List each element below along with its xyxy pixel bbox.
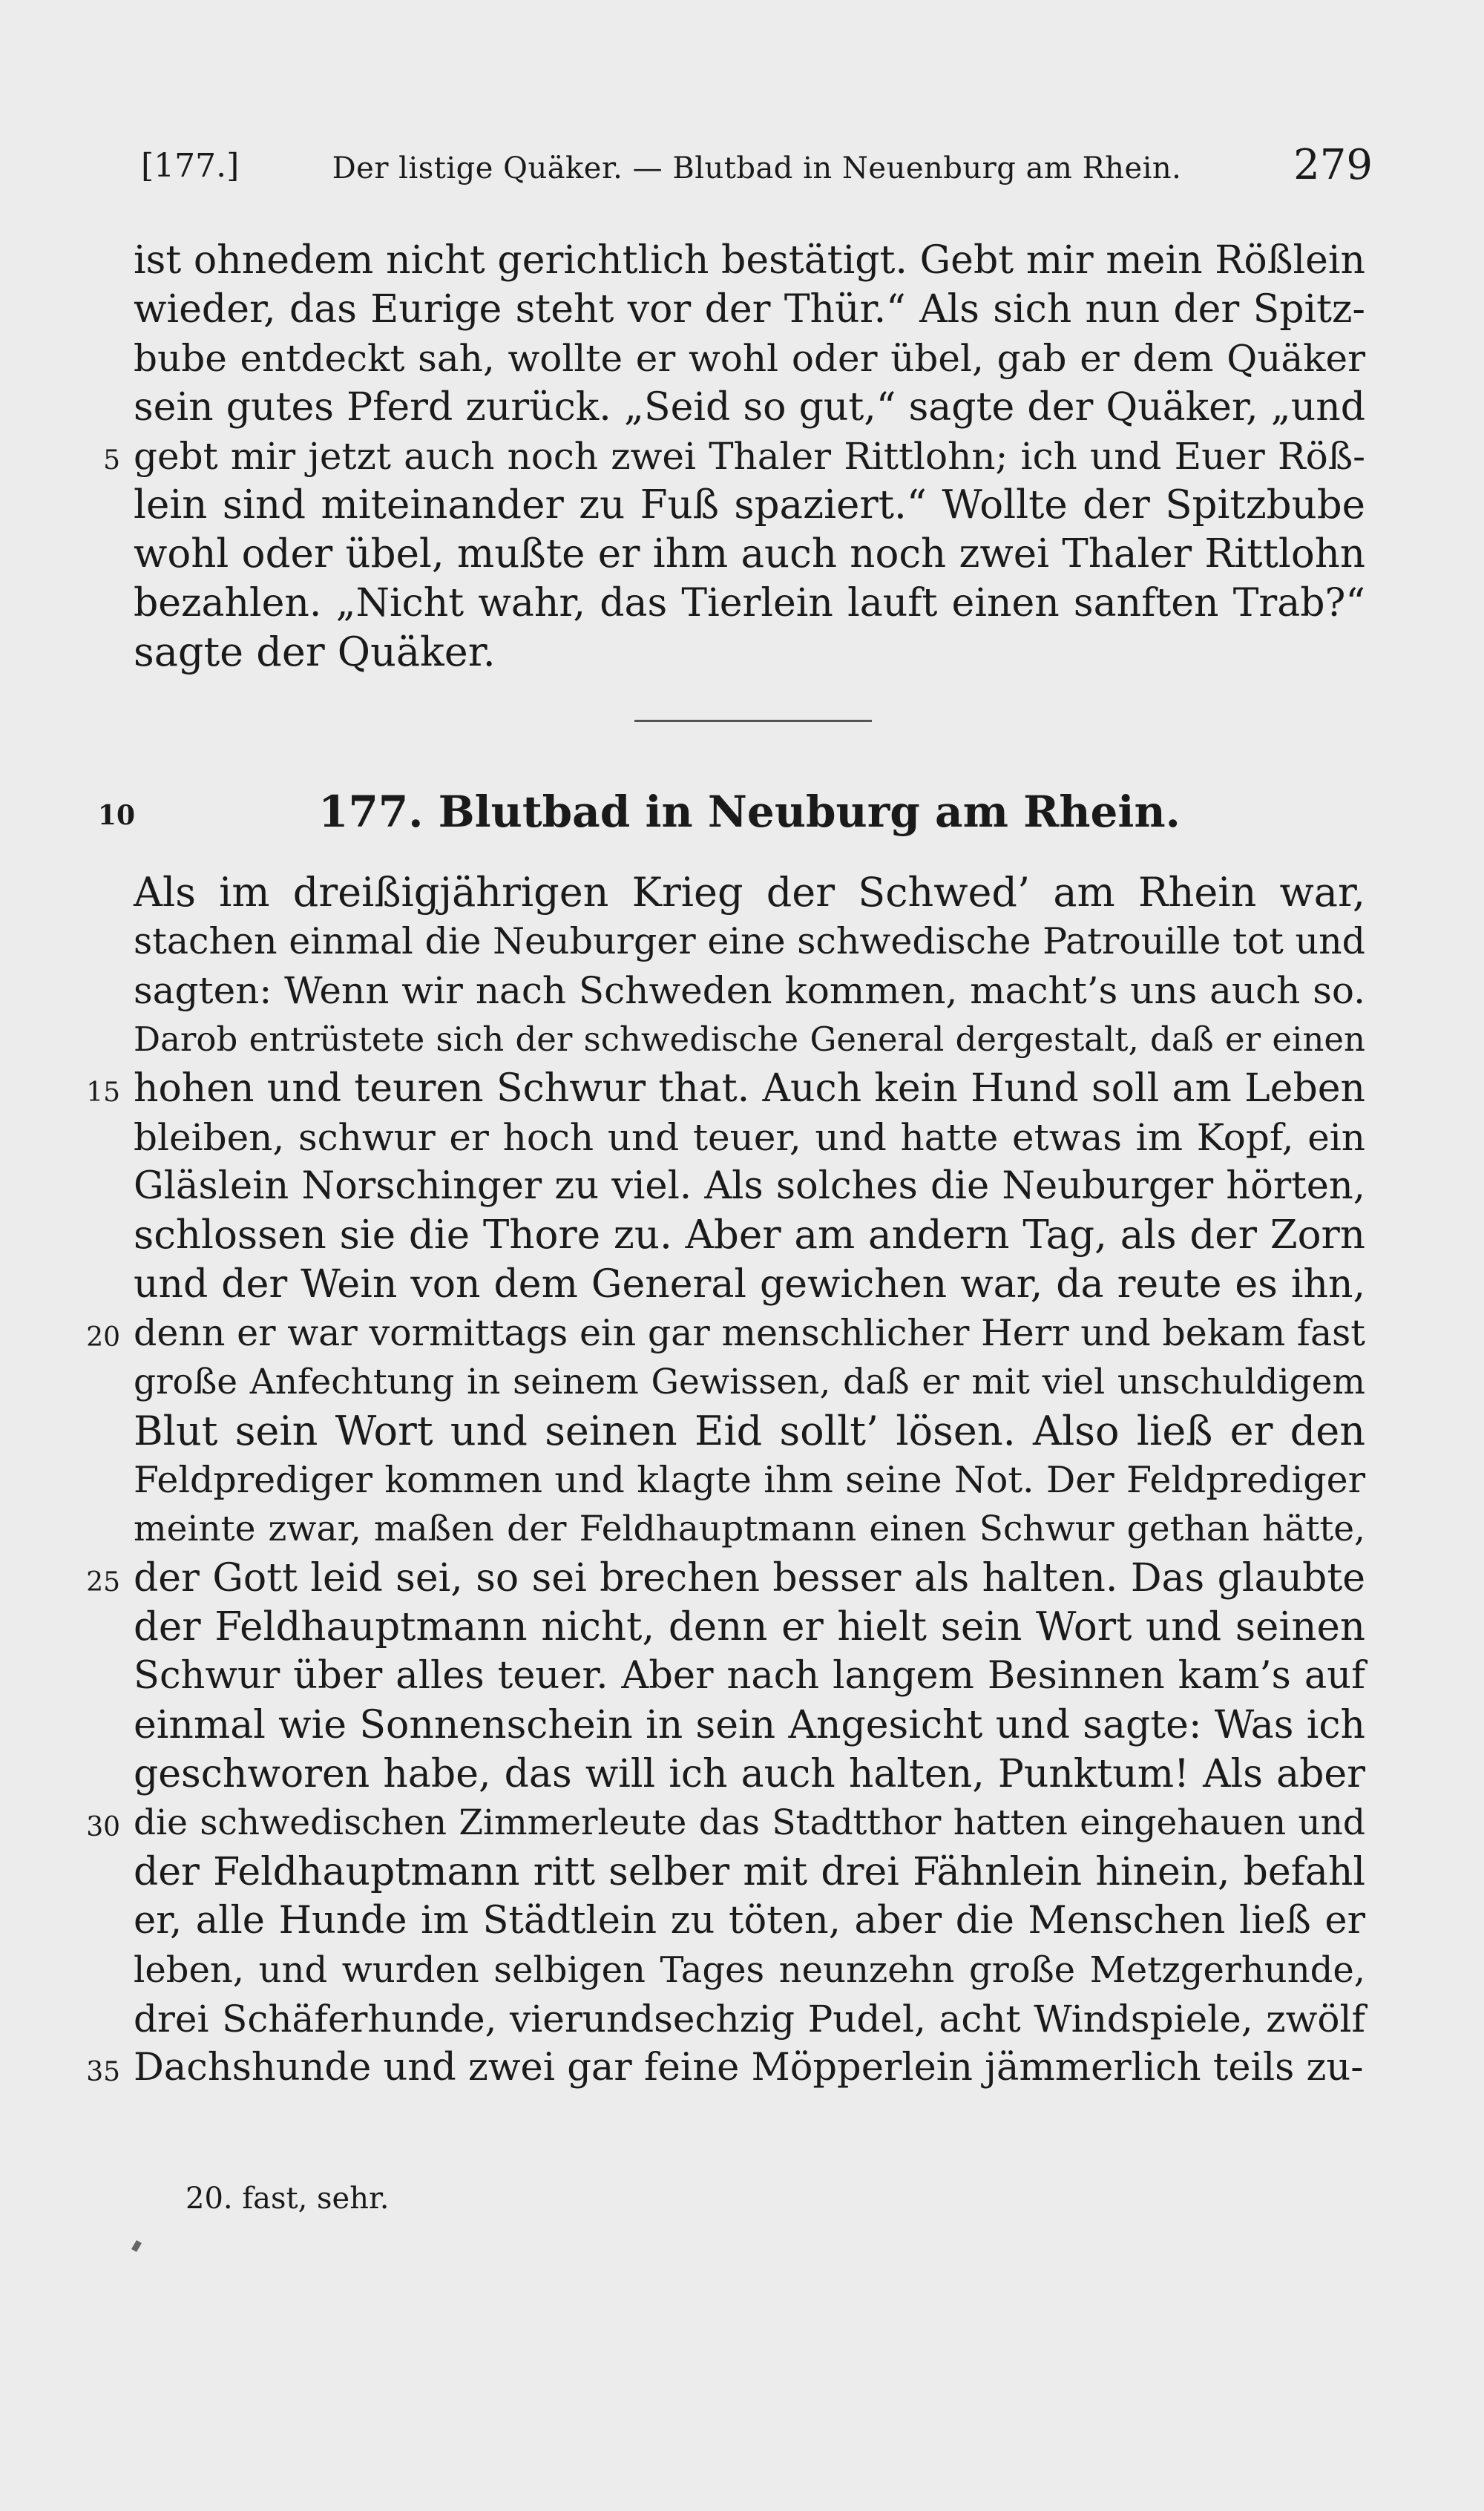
text-line	[134, 1848, 1365, 1897]
text-line	[134, 334, 1365, 383]
line-text: der Feldhauptmann nicht, denn er hielt sein Wort und seinen	[134, 1604, 1365, 1650]
line-text: bezahlen. „Nicht wahr, das Tierlein lauft einen sanften Trab?“	[134, 581, 1365, 626]
line-text: er, alle Hunde im Städtlein zu töten, aber die Menschen ließ er	[134, 1899, 1365, 1943]
line-text: meinte zwar, maßen der Feldhauptmann einen Schwur gethan hätte,	[134, 1509, 1365, 1549]
line-text: der Feldhauptmann ritt selber mit drei Fähnlein hinein, befahl	[134, 1850, 1365, 1894]
line-text: schlossen sie die Thore zu. Aber am andern Tag, als der Zorn	[134, 1212, 1365, 1258]
text-line	[134, 1358, 1365, 1407]
text-line	[134, 1995, 1365, 2044]
text-line	[134, 481, 1365, 530]
footnote: 20. fast, sehr.	[186, 2182, 390, 2216]
line-text: sagte der Quäker.	[134, 628, 496, 675]
line-text: hohen und teuren Schwur that. Auch kein Hund soll am Leben	[134, 1066, 1365, 1111]
text-line	[134, 1162, 1365, 1211]
text-line	[134, 628, 1365, 677]
text-line	[134, 1456, 1365, 1505]
ink-speck	[131, 2240, 142, 2252]
text-line	[86, 1309, 1365, 1358]
text-line	[134, 917, 1365, 966]
text-line	[134, 530, 1365, 579]
line-number: 15	[86, 1077, 120, 1108]
line-text: bleiben, schwur er hoch und teuer, und hatte etwas im Kopf, ein	[134, 1116, 1365, 1159]
line-text: Feldprediger kommen und klagte ihm seine Not. Der Feldprediger	[134, 1459, 1365, 1501]
line-text: einmal wie Sonnenschein in sein Angesicht und sagte: Was ich	[134, 1703, 1365, 1747]
text-line	[134, 383, 1365, 432]
page-number: 279	[1293, 141, 1373, 189]
line-text: Schwur über alles teuer. Aber nach langem Besinnen kam’s auf	[134, 1654, 1365, 1698]
text-line	[134, 1750, 1365, 1799]
section-number: [177.]	[141, 147, 240, 185]
running-header	[141, 141, 1373, 193]
text-line	[134, 1113, 1365, 1162]
line-text: große Anfechtung in seinem Gewissen, daß er mit viel unschuldigem	[134, 1362, 1365, 1402]
text-line	[134, 1897, 1365, 1946]
paragraph-quaker-ending	[103, 236, 1365, 677]
line-text: drei Schäferhunde, vierundsechzig Pudel, acht Windspiele, zwölf	[134, 1998, 1365, 2041]
line-text: Gläslein Norschinger zu viel. Als solches die Neuburger hörten,	[134, 1164, 1365, 1208]
line-text: denn er war vormittags ein gar menschlicher Herr und bekam fast	[134, 1312, 1365, 1354]
line-text: Darob entrüstete sich der schwedische General dergestalt, daß er einen	[134, 1020, 1365, 1059]
text-line	[86, 2044, 1365, 2092]
text-line	[134, 1701, 1365, 1750]
section-heading	[97, 787, 1365, 853]
text-line	[134, 1603, 1365, 1652]
paragraph-blutbad	[86, 868, 1365, 2092]
line-text: Dachshunde und zwei gar feine Möpperlein jämmerlich teils zu-	[134, 2046, 1364, 2090]
line-text: die schwedischen Zimmerleute das Stadtthor hatten eingehauen und	[134, 1802, 1365, 1843]
text-line	[134, 966, 1365, 1015]
section-divider	[634, 720, 872, 722]
text-line	[134, 1407, 1365, 1456]
line-text: gebt mir jetzt auch noch zwei Thaler Rittlohn; ich und Euer Röß-	[134, 435, 1365, 478]
line-text: Blut sein Wort und seinen Eid sollt’ lösen. Also ließ er den	[134, 1408, 1365, 1454]
text-line	[134, 1211, 1365, 1260]
line-number: 30	[86, 1812, 120, 1842]
line-text: Als im dreißigjährigen Krieg der Schwed’ am Rhein war,	[134, 869, 1365, 916]
line-text: stachen einmal die Neuburger eine schwedische Patrouille tot und	[134, 920, 1365, 962]
running-title: Der listige Quäker. — Blutbad in Neuenburg am Rhein.	[332, 151, 1182, 186]
text-line	[103, 432, 1365, 481]
line-text: lein sind miteinander zu Fuß spaziert.“ Wollte der Spitzbube	[134, 482, 1365, 528]
text-line	[86, 1554, 1365, 1603]
text-line	[134, 868, 1365, 917]
line-number: 10	[97, 800, 135, 831]
text-line	[86, 1064, 1365, 1113]
text-line	[134, 1505, 1365, 1554]
line-text: und der Wein von dem General gewichen war, da reute es ihn,	[134, 1262, 1365, 1307]
line-text: sagten: Wenn wir nach Schweden kommen, macht’s uns auch so.	[134, 969, 1365, 1012]
line-text: wieder, das Eurige steht vor der Thür.“ Als sich nun der Spitz-	[134, 287, 1365, 332]
line-text: wohl oder übel, mußte er ihm auch noch zwei Thaler Rittlohn	[134, 531, 1365, 577]
line-text: der Gott leid sei, so sei brechen besser als halten. Das glaubte	[134, 1556, 1365, 1601]
line-number: 20	[86, 1322, 120, 1353]
text-line	[134, 285, 1365, 334]
line-text: geschworen habe, das will ich auch halten, Punktum! Als aber	[134, 1752, 1365, 1796]
line-text: sein gutes Pferd zurück. „Seid so gut,“ sagte der Quäker, „und	[134, 385, 1365, 430]
text-line	[134, 1652, 1365, 1701]
line-text: leben, und wurden selbigen Tages neunzehn große Metzgerhunde,	[134, 1949, 1365, 1991]
text-line	[134, 1260, 1365, 1309]
line-number: 35	[86, 2057, 120, 2087]
line-text: ist ohnedem nicht gerichtlich bestätigt. Gebt mir mein Rößlein	[134, 238, 1365, 283]
line-number: 25	[86, 1567, 120, 1598]
text-line	[134, 236, 1365, 285]
text-line	[134, 1015, 1365, 1064]
text-line	[134, 1946, 1365, 1995]
line-text: bube entdeckt sah, wollte er wohl oder übel, gab er dem Quäker	[134, 337, 1365, 380]
heading-title: 177. Blutbad in Neuburg am Rhein.	[318, 787, 1181, 837]
line-number: 5	[103, 445, 120, 476]
text-line	[134, 579, 1365, 628]
text-line	[86, 1799, 1365, 1848]
